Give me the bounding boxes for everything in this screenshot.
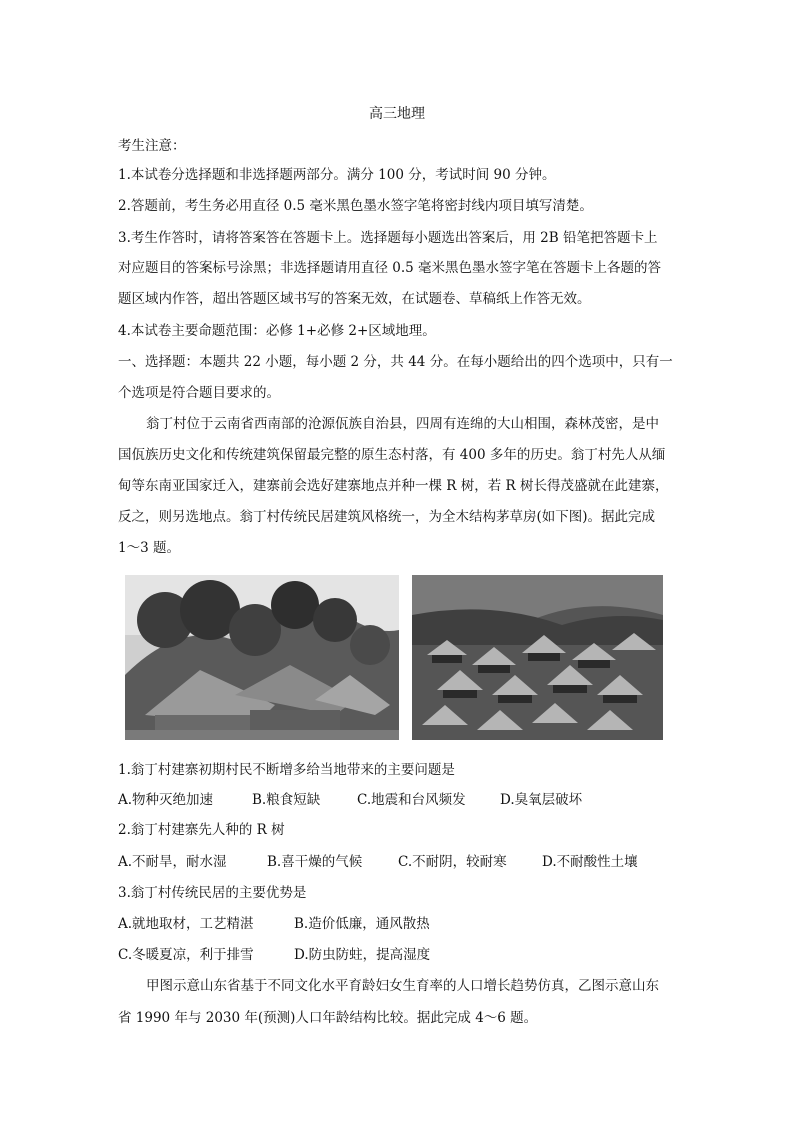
question-3-option-b: B.造价低廉，通风散热 [294,916,430,932]
question-2-stem: 2.翁丁村建寨先人种的 R 树 [118,822,285,838]
village-houses-photo [125,575,399,740]
question-3-option-c: C.冬暖夏凉，利于排雪 [118,947,254,963]
question-2-option-c: C.不耐阴，较耐寒 [398,854,507,870]
question-3-option-a: A.就地取材，工艺精湛 [118,916,254,932]
passage-line: 反之，则另选地点。翁丁村传统民居建筑风格统一，为全木结构茅草房(如下图)。据此完成 [118,509,656,525]
question-1-option-c: C.地震和台风频发 [357,792,466,808]
notice-line: 4.本试卷主要命题范围：必修 1+必修 2+区域地理。 [118,323,436,339]
question-3-stem: 3.翁丁村传统民居的主要优势是 [118,885,307,901]
question-1-stem: 1.翁丁村建寨初期村民不断增多给当地带来的主要问题是 [118,762,455,778]
passage2-line: 省 1990 年与 2030 年(预测)人口年龄结构比较。据此完成 4～6 题。 [118,1010,538,1026]
passage2-line: 甲图示意山东省基于不同文化水平育龄妇女生育率的人口增长趋势仿真，乙图示意山东 [146,978,659,994]
notice-line: 1.本试卷分选择题和非选择题两部分。满分 100 分，考试时间 90 分钟。 [118,167,556,183]
question-2-option-d: D.不耐酸性土壤 [542,854,638,870]
passage-line: 甸等东南亚国家迁入，建寨前会选好建寨地点并种一棵 R 树，若 R 树长得茂盛就在此建寨， [118,478,669,494]
section-heading: 一、选择题：本题共 22 小题，每小题 2 分，共 44 分。在每小题给出的四个选项中，只有一 [118,354,673,370]
passage-line: 翁丁村位于云南省西南部的沧源佤族自治县，四周有连绵的大山相围，森林茂密，是中 [146,416,659,432]
question-2-option-a: A.不耐旱，耐水湿 [118,854,227,870]
question-3-option-d: D.防虫防蛀，提高湿度 [294,947,431,963]
notice-heading: 考生注意： [118,138,186,154]
notice-line: 题区域内作答，超出答题区域书写的答案无效，在试题卷、草稿纸上作答无效。 [118,291,591,307]
village-aerial-photo [412,575,663,740]
passage-line: 国佤族历史文化和传统建筑保留最完整的原生态村落，有 400 多年的历史。翁丁村先人从缅 [118,447,666,463]
question-2-option-b: B.喜干燥的气候 [267,854,363,870]
question-1-option-b: B.粮食短缺 [252,792,321,808]
notice-line: 3.考生作答时，请将答案答在答题卡上。选择题每小题选出答案后，用 2B 铅笔把答题卡上 [118,230,658,246]
passage-line: 1～3 题。 [118,540,180,556]
notice-line: 2.答题前，考生务必用直径 0.5 毫米黑色墨水签字笔将密封线内项目填写清楚。 [118,198,593,214]
question-1-option-a: A.物种灭绝加速 [118,792,214,808]
section-heading-cont: 个选项是符合题目要求的。 [118,385,280,401]
notice-line: 对应题目的答案标号涂黑；非选择题请用直径 0.5 毫米黑色墨水签字笔在答题卡上各题的答 [118,260,662,276]
question-1-option-d: D.臭氧层破坏 [500,792,583,808]
page-title: 高三地理 [369,106,425,122]
